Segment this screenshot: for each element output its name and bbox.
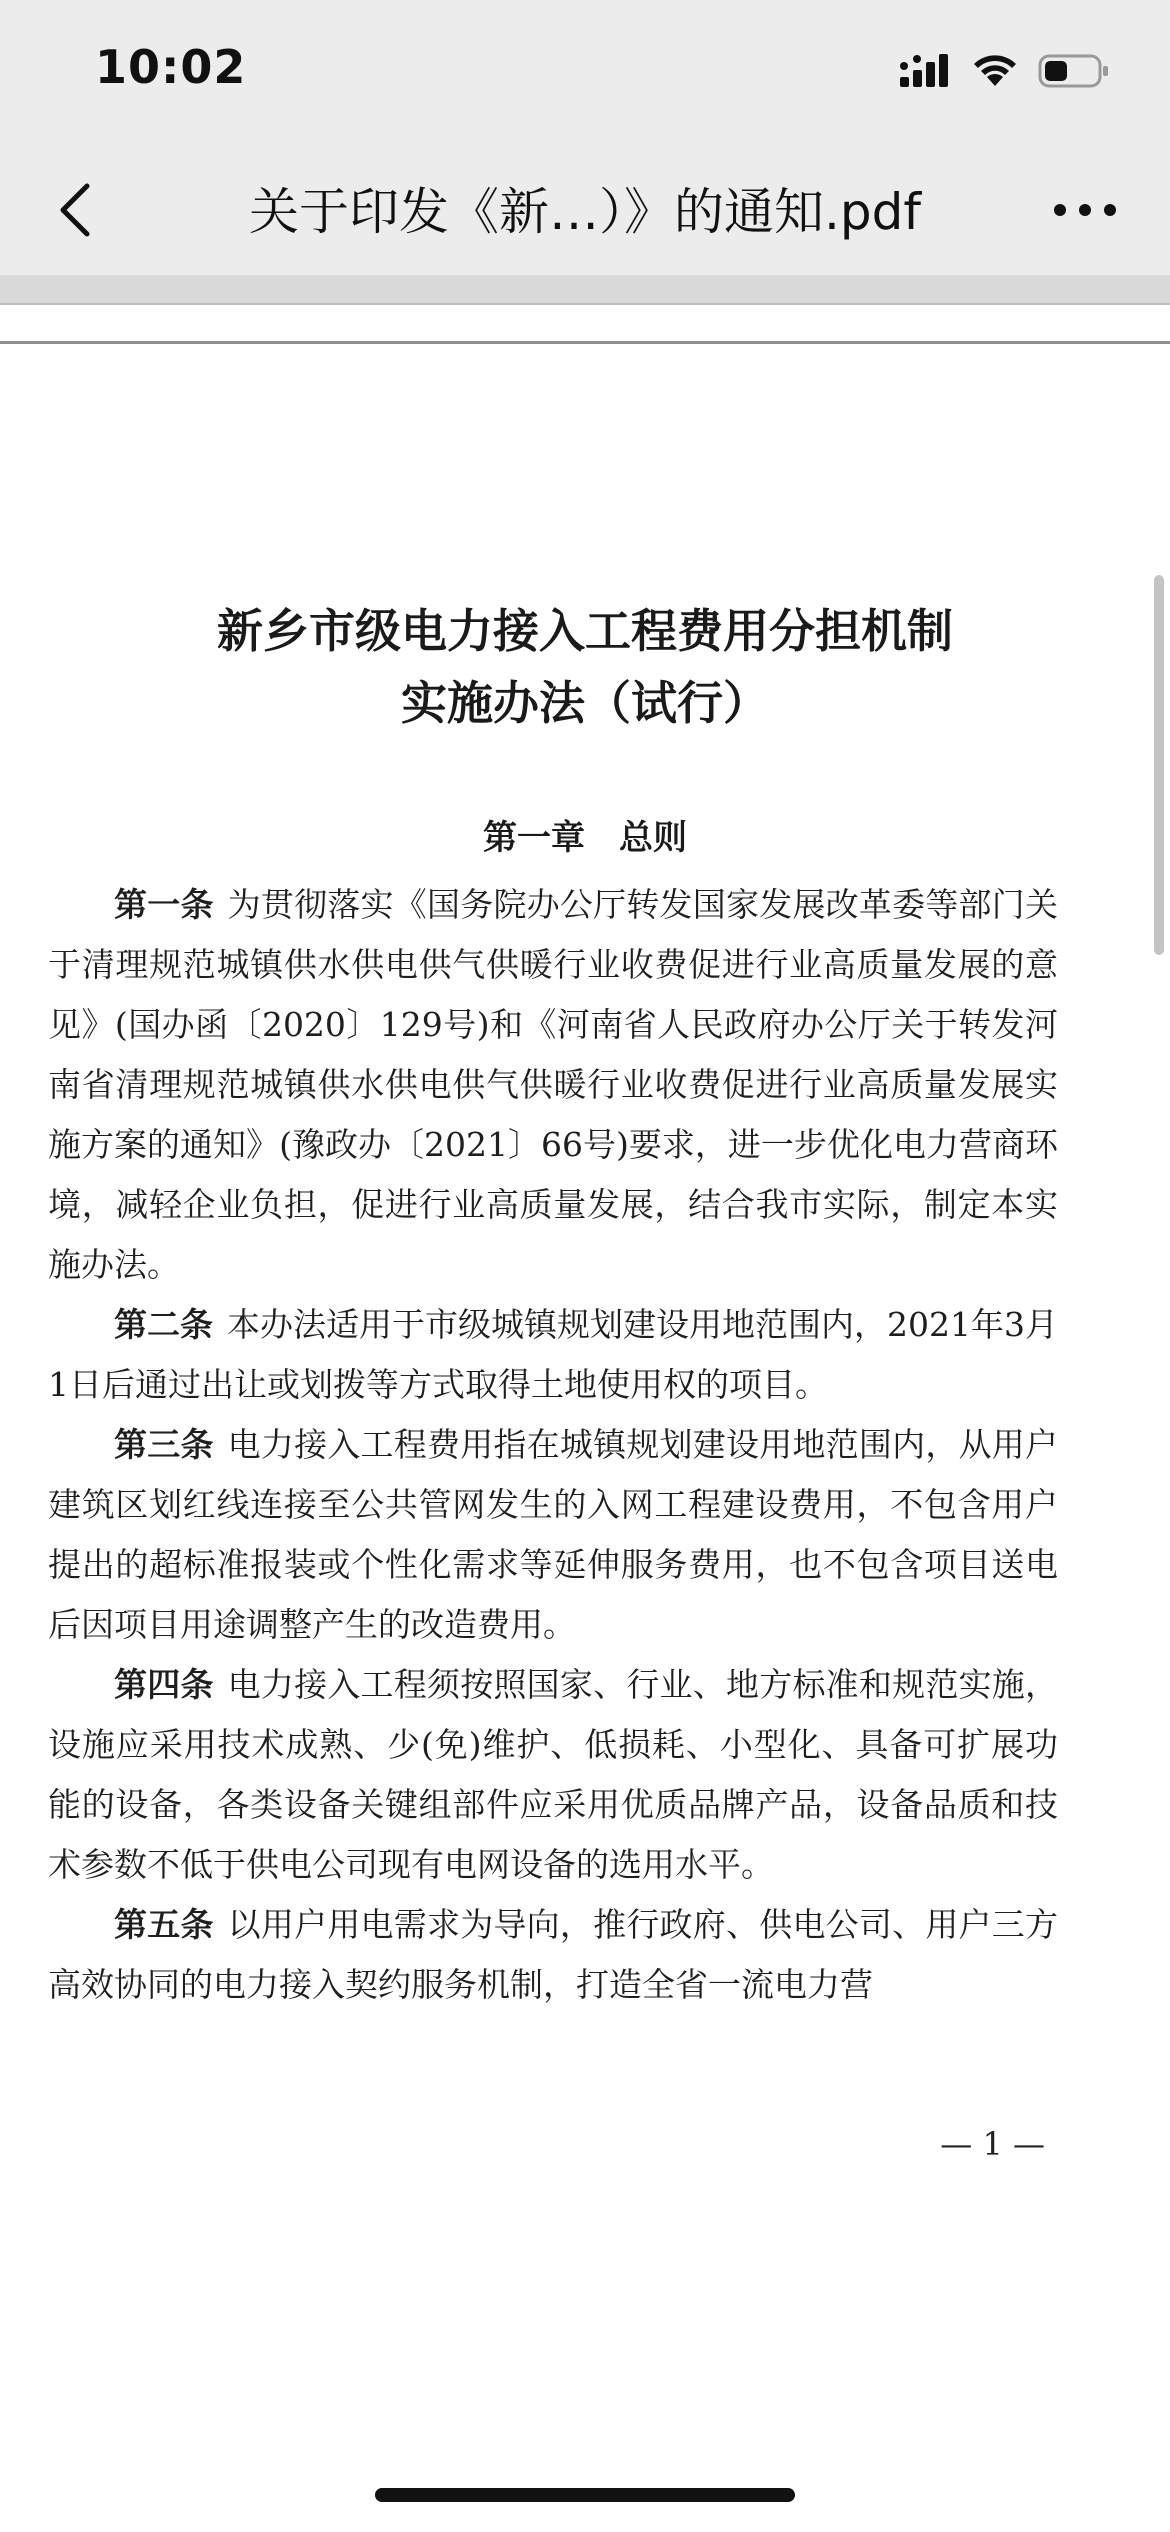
scrollbar[interactable] <box>1154 575 1164 955</box>
article-text: 电力接入工程费用指在城镇规划建设用地范围内，从用户建筑区划红线连接至公共管网发生的入网工程建设费用，不包含用户提出的超标准报装或个性化需求等延伸服务费用，也不包含项目送电后因项目用途调整产生的改造费用。 <box>48 1425 1059 1644</box>
cellular-signal-icon <box>898 53 952 89</box>
home-indicator[interactable] <box>375 2488 795 2502</box>
article-label: 第三条 <box>114 1425 214 1464</box>
battery-icon <box>1038 52 1110 90</box>
chapter-heading: 第一章 总则 <box>483 818 687 858</box>
page-number: — 1 — <box>940 2125 1045 2163</box>
article-label: 第五条 <box>114 1905 214 1944</box>
article-text: 为贯彻落实《国务院办公厅转发国家发展改革委等部门关于清理规范城镇供水供电供气供暖行业收费促进行业高质量发展的意见》(国办函〔2020〕129号)和《河南省人民政府办公厅关于转发河南省清理规范城镇供水供电供气供暖行业收费促进行业高质量发展实施方案的通知》(豫政办〔2021〕66号)要求，进一步优化电力营商环境，减轻企业负担，促进行业高质量发展，结合我市实际，制定本实施办法。 <box>48 885 1059 1284</box>
nav-bar <box>0 150 1170 275</box>
article-text: 本办法适用于市级城镇规划建设用地范围内，2021年3月1日后通过出让或划拨等方式取得土地使用权的项目。 <box>48 1305 1059 1404</box>
article-1 <box>48 875 1058 1295</box>
pdf-page <box>0 305 1170 2500</box>
more-options-button[interactable] <box>1040 170 1130 250</box>
doc-title-line-2: 实施办法（试行） <box>401 676 769 730</box>
doc-title-line-1: 新乡市级电力接入工程费用分担机制 <box>217 604 953 658</box>
article-label: 第二条 <box>114 1305 214 1344</box>
page-top-rule <box>0 341 1170 344</box>
more-horizontal-icon <box>1050 200 1120 220</box>
pdf-viewer[interactable] <box>0 275 1170 2532</box>
article-5 <box>48 1895 1058 2015</box>
article-3 <box>48 1415 1058 1655</box>
doc-title <box>0 595 1170 739</box>
article-4 <box>48 1655 1058 1895</box>
article-label: 第一条 <box>114 885 214 924</box>
article-text: 电力接入工程须按照国家、行业、地方标准和规范实施，设施应采用技术成熟、少(免)维护、低损耗、小型化、具备可扩展功能的设备，各类设备关键组部件应采用优质品牌产品，设备品质和技术参数不低于供电公司现有电网设备的选用水平。 <box>48 1665 1059 1884</box>
article-label: 第四条 <box>114 1665 214 1704</box>
status-time: 10:02 <box>95 40 247 94</box>
body-text <box>48 875 1058 2015</box>
document-title: 关于印发《新…）》的通知.pdf <box>249 183 921 241</box>
status-icons <box>898 52 1110 90</box>
article-2 <box>48 1295 1058 1415</box>
status-bar <box>0 0 1170 150</box>
chevron-left-icon <box>55 180 95 240</box>
article-text: 以用户用电需求为导向，推行政府、供电公司、用户三方高效协同的电力接入契约服务机制，打造全省一流电力营 <box>48 1905 1059 2004</box>
back-button[interactable] <box>40 170 110 250</box>
wifi-icon <box>970 52 1020 90</box>
